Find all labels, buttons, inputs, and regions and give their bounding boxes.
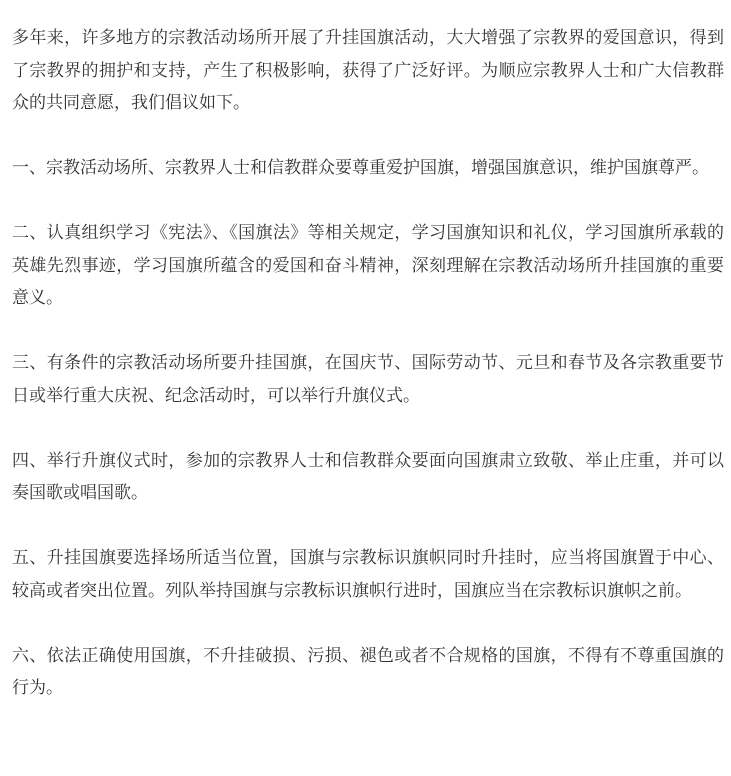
item-paragraph-3: 三、有条件的宗教活动场所要升挂国旗，在国庆节、国际劳动节、元旦和春节及各宗教重要节日或举行重大庆祝、纪念活动时，可以举行升旗仪式。 bbox=[12, 353, 724, 406]
item-paragraph-5: 五、升挂国旗要选择场所适当位置，国旗与宗教标识旗帜同时升挂时，应当将国旗置于中心、较高或者突出位置。列队举持国旗与宗教标识旗帜行进时，国旗应当在宗教标识旗帜之前。 bbox=[12, 548, 724, 601]
item-paragraph-6: 六、依法正确使用国旗，不升挂破损、污损、褪色或者不合规格的国旗，不得有不尊重国旗的行为。 bbox=[12, 645, 724, 698]
item-paragraph-2: 二、认真组织学习《宪法》、《国旗法》等相关规定，学习国旗知识和礼仪，学习国旗所承载的英雄先烈事迹，学习国旗所蕴含的爱国和奋斗精神，深刻理解在宗教活动场所升挂国旗的重要意义。 bbox=[12, 223, 724, 308]
intro-paragraph: 多年来，许多地方的宗教活动场所开展了升挂国旗活动，大大增强了宗教界的爱国意识，得到了宗教界的拥护和支持，产生了积极影响，获得了广泛好评。为顺应宗教界人士和广大信教群众的共同意愿，我们倡议如下。 bbox=[12, 28, 724, 113]
article-body bbox=[12, 22, 724, 705]
item-paragraph-1: 一、宗教活动场所、宗教界人士和信教群众要尊重爱护国旗，增强国旗意识，维护国旗尊严。 bbox=[12, 158, 709, 178]
item-paragraph-4: 四、举行升旗仪式时，参加的宗教界人士和信教群众要面向国旗肃立致敬、举止庄重，并可以奏国歌或唱国歌。 bbox=[12, 450, 724, 503]
